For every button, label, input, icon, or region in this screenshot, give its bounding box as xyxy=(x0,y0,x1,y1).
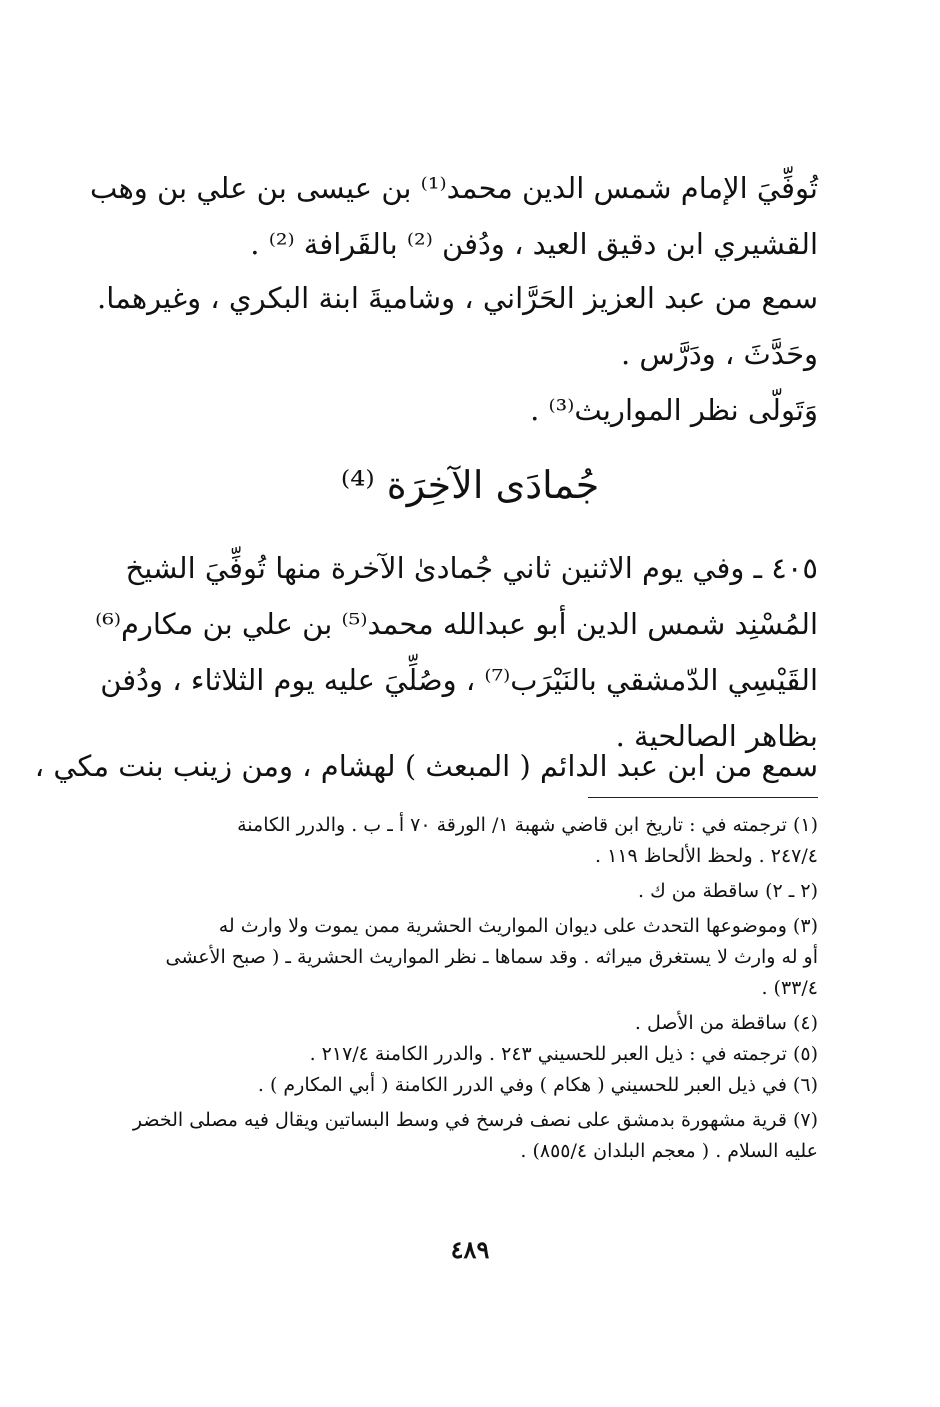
footnote-7 xyxy=(132,1105,818,1167)
footnote-line: (٧) قرية مشهورة بدمشق على نصف فرسخ في وسط البساتين ويقال فيه مصلى الخضر xyxy=(132,1109,818,1131)
text-line: بظاهر الصالحية . xyxy=(615,719,818,753)
footnote-line: عليه السلام . ( معجم البلدان ٨٥٥/٤) . xyxy=(520,1140,818,1162)
footnotes xyxy=(132,810,818,1167)
text-line: ٤٠٥ ـ وفي يوم الاثنين ثاني جُمادىٰ الآخرة منها تُوفِّيَ الشيخ xyxy=(125,551,818,585)
paragraph-heard-from xyxy=(34,738,818,794)
footnote-6 xyxy=(154,1070,818,1101)
text-line: القشيري ابن دقيق العيد ، ودُفن ⁽²⁾ بالقَرافة ⁽²⁾ . xyxy=(250,227,818,261)
footnote-separator xyxy=(588,797,818,798)
footnote-5 xyxy=(154,1039,818,1070)
paragraph-entry-405 xyxy=(95,540,818,764)
text-line: وحَدَّثَ ، ودَرَّس . xyxy=(620,337,818,371)
footnote-line: (٢ ـ ٢) ساقطة من ك . xyxy=(638,880,818,902)
footnote-line: أو له وارث لا يستغرق ميراثه . وقد سماها ـ نظر المواريث الحشرية ـ ( صبح الأعشى xyxy=(165,946,818,968)
footnote-line: (٥) ترجمته في : ذيل العبر للحسيني ٢٤٣ . والدرر الكامنة ٢١٧/٤ . xyxy=(309,1043,818,1065)
section-heading-jumada-al-akhira: جُمادَى الآخِرَة ⁽⁴⁾ xyxy=(340,463,600,507)
text-line: سمع من ابن عبد الدائم ( المبعث ) لهشام ، ومن زينب بنت مكي ، xyxy=(34,749,818,783)
footnote-4 xyxy=(154,1008,818,1039)
paragraph-teachers xyxy=(97,270,818,438)
text-line: القَيْسِي الدّمشقي بالنَيْرَب⁽⁷⁾ ، وصُلِّيَ عليه يوم الثلاثاء ، ودُفن xyxy=(100,663,818,697)
footnote-line: (٣) وموضوعها التحدث على ديوان المواريث الحشرية ممن يموت ولا وارث له xyxy=(218,915,818,937)
footnote-2 xyxy=(154,876,818,907)
footnote-line: (١) ترجمته في : تاريخ ابن قاضي شهبة ١/ الورقة ٧٠ أ ـ ب . والدرر الكامنة xyxy=(237,814,818,836)
paragraph-death-ibn-daqiq-al-eid xyxy=(89,160,818,272)
page-number: ٤٨٩ xyxy=(450,1235,490,1264)
text-line: سمع من عبد العزيز الحَرَّاني ، وشاميةَ ابنة البكري ، وغيرهما. xyxy=(97,281,818,315)
footnote-3 xyxy=(154,911,818,1004)
text-line: وَتَولّى نظر المواريث⁽³⁾ . xyxy=(530,393,818,427)
footnote-line: ٣٣/٤) . xyxy=(761,977,818,999)
footnote-line: ٢٤٧/٤ . ولحظ الألحاظ ١١٩ . xyxy=(595,845,818,867)
text-line: تُوفِّيَ الإمام شمس الدين محمد⁽¹⁾ بن عيسى بن علي بن وهب xyxy=(89,171,818,205)
footnote-line: (٦) في ذيل العبر للحسيني ( هكام ) وفي الدرر الكامنة ( أبي المكارم ) . xyxy=(257,1074,818,1096)
footnote-1 xyxy=(154,810,818,872)
footnote-line: (٤) ساقطة من الأصل . xyxy=(634,1012,818,1034)
text-line: المُسْنِد شمس الدين أبو عبدالله محمد⁽⁵⁾ بن علي بن مكارم⁽⁶⁾ xyxy=(95,607,818,641)
